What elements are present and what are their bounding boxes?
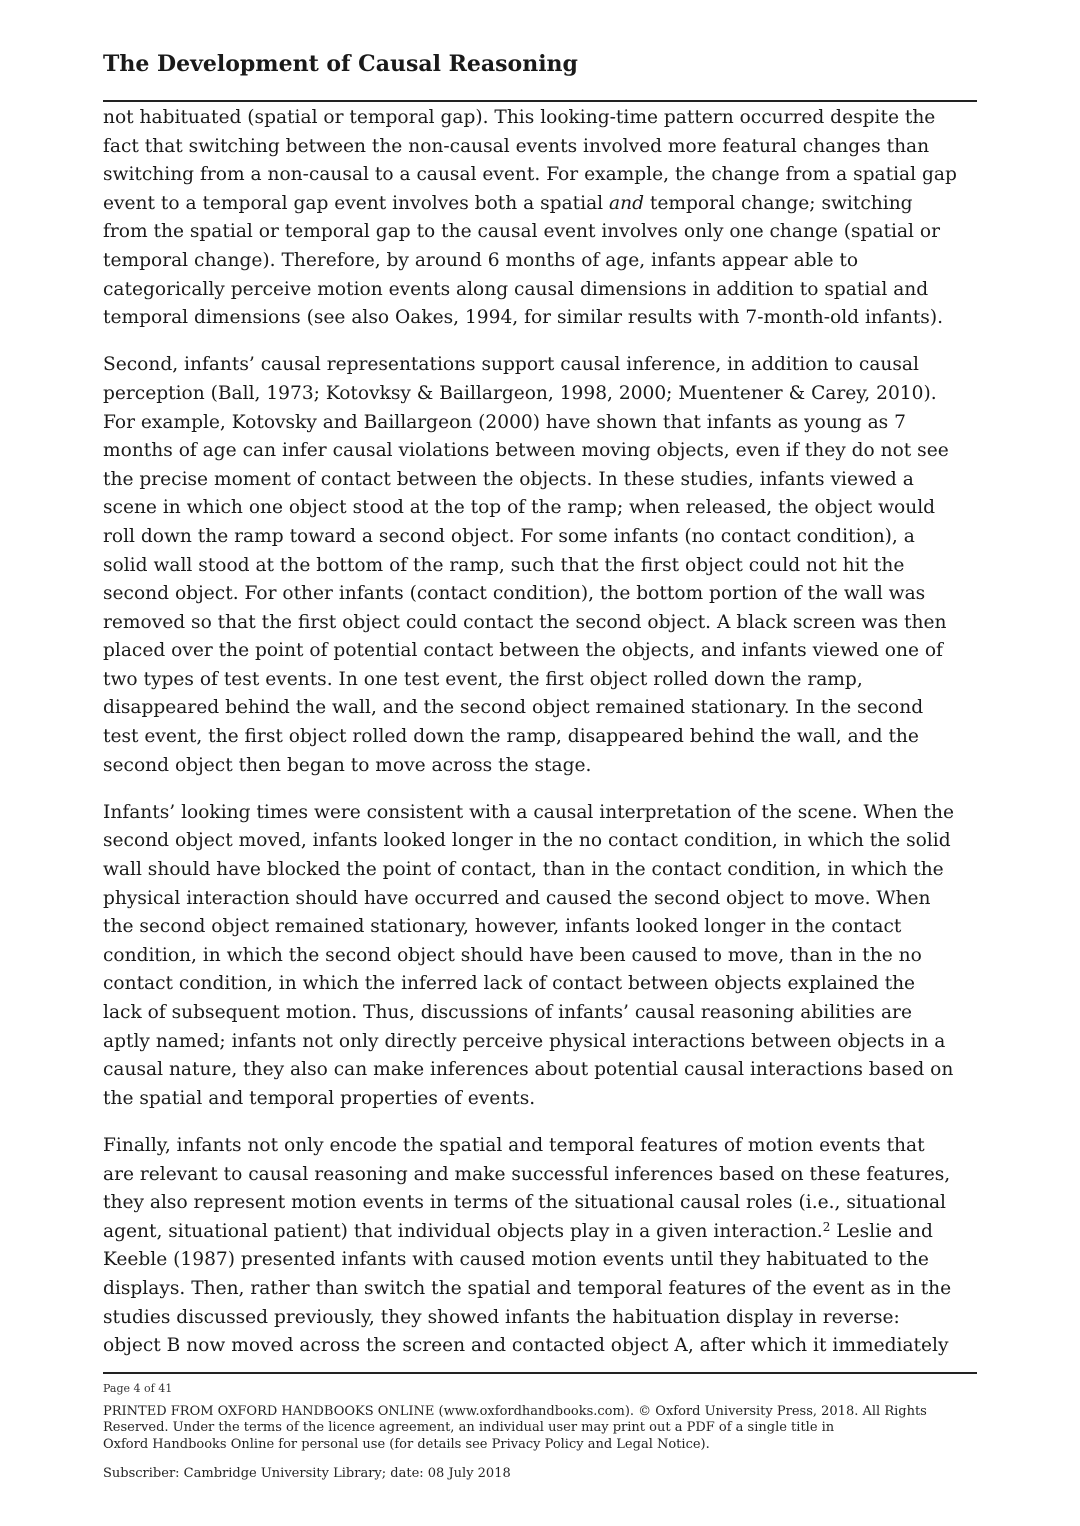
copyright-notice bbox=[103, 1404, 983, 1453]
paragraph-1 bbox=[103, 104, 983, 333]
text-line: the spatial and temporal properties of events. bbox=[103, 1087, 536, 1109]
notice-line: Oxford Handbooks Online for personal use (for details see Privacy Policy and Legal Notice). bbox=[103, 1436, 710, 1452]
emphasis-and: and bbox=[609, 192, 644, 214]
footer-divider bbox=[103, 1372, 977, 1374]
text-line: second object moved, infants looked longer in the no contact condition, in which the solid bbox=[103, 830, 951, 852]
text-line: perception (Ball, 1973; Kotovksy & Baillargeon, 1998, 2000; Muentener & Carey, 2010). bbox=[103, 382, 937, 404]
page-title: The Development of Causal Reasoning bbox=[103, 51, 578, 77]
text-line: placed over the point of potential contact between the objects, and infants viewed one of bbox=[103, 640, 943, 662]
text-line: temporal change). Therefore, by around 6 months of age, infants appear able to bbox=[103, 249, 859, 271]
text-line: are relevant to causal reasoning and make successful inferences based on these features, bbox=[103, 1163, 951, 1185]
text-line: switching from a non-causal to a causal event. For example, the change from a spatial gap bbox=[103, 164, 957, 186]
text-line: causal nature, they also can make inferences about potential causal interactions based on bbox=[103, 1059, 954, 1081]
text-line: second object then began to move across the stage. bbox=[103, 754, 592, 776]
text-line: second object. For other infants (contact condition), the bottom portion of the wall was bbox=[103, 583, 926, 605]
text-line: disappeared behind the wall, and the second object remained stationary. In the second bbox=[103, 697, 924, 719]
text-line: categorically perceive motion events along causal dimensions in addition to spatial and bbox=[103, 278, 929, 300]
text-line: Second, infants’ causal representations support causal inference, in addition to causal bbox=[103, 354, 919, 376]
page-number: Page 4 of 41 bbox=[103, 1382, 173, 1395]
text-line: not habituated (spatial or temporal gap). This looking-time pattern occurred despite the bbox=[103, 107, 936, 128]
paragraph-2 bbox=[103, 351, 983, 780]
text-line: months of age can infer causal violations between moving objects, even if they do not see bbox=[103, 440, 949, 462]
text-line: test event, the first object rolled down the ramp, disappeared behind the wall, and the bbox=[103, 726, 919, 748]
text-line: Keeble (1987) presented infants with caused motion events until they habituated to the bbox=[103, 1249, 929, 1271]
text-line: lack of subsequent motion. Thus, discussions of infants’ causal reasoning abilities are bbox=[103, 1002, 912, 1023]
notice-line: PRINTED FROM OXFORD HANDBOOKS ONLINE (www.oxfordhandbooks.com). © Oxford University Press, 2018. All Rights bbox=[103, 1404, 927, 1419]
text-line: physical interaction should have occurred and caused the second object to move. When bbox=[103, 887, 931, 909]
text-line: the second object remained stationary, however, infants looked longer in the contact bbox=[103, 916, 902, 938]
text-line: Infants’ looking times were consistent with a causal interpretation of the scene. When the bbox=[103, 801, 954, 823]
text-line: Leslie and bbox=[830, 1220, 933, 1242]
text-line: the precise moment of contact between the objects. In these studies, infants viewed a bbox=[103, 468, 914, 490]
text-line: aptly named; infants not only directly perceive physical interactions between objects in a bbox=[103, 1030, 946, 1052]
text-line: Finally, infants not only encode the spatial and temporal features of motion events that bbox=[103, 1134, 925, 1156]
text-line: removed so that the first object could contact the second object. A black screen was then bbox=[103, 611, 947, 633]
article-body bbox=[103, 104, 983, 1379]
text-line: event to a temporal gap event involves both a spatial bbox=[103, 192, 610, 214]
notice-line: Reserved. Under the terms of the licence agreement, an individual user may print out a PDF of a single title in bbox=[103, 1420, 835, 1436]
text-line: roll down the ramp toward a second object. For some infants (no contact condition), a bbox=[103, 525, 915, 547]
text-line: scene in which one object stood at the top of the ramp; when released, the object would bbox=[103, 497, 936, 519]
header-divider bbox=[103, 100, 977, 102]
text-line: displays. Then, rather than switch the spatial and temporal features of the event as in the bbox=[103, 1277, 952, 1299]
text-line: solid wall stood at the bottom of the ramp, such that the first object could not hit the bbox=[103, 554, 905, 576]
text-line: For example, Kotovsky and Baillargeon (2000) have shown that infants as young as 7 bbox=[103, 411, 906, 433]
paragraph-3 bbox=[103, 799, 983, 1114]
text-line: condition, in which the second object should have been caused to move, than in the no bbox=[103, 944, 922, 966]
text-line: agent, situational patient) that individual objects play in a given interaction. bbox=[103, 1220, 823, 1242]
text-line: fact that switching between the non-causal events involved more featural changes than bbox=[103, 135, 930, 157]
text-line: two types of test events. In one test event, the first object rolled down the ramp, bbox=[103, 668, 863, 690]
footnote-ref-2[interactable]: 2 bbox=[822, 1219, 831, 1234]
text-line: from the spatial or temporal gap to the causal event involves only one change (spatial or bbox=[103, 221, 940, 243]
text-line: temporal change; switching bbox=[644, 192, 913, 214]
paragraph-4 bbox=[103, 1132, 983, 1361]
text-line: wall should have blocked the point of contact, than in the contact condition, in which the bbox=[103, 859, 944, 881]
text-line: temporal dimensions (see also Oakes, 1994, for similar results with 7-month-old infants). bbox=[103, 307, 944, 329]
subscriber-info: Subscriber: Cambridge University Library; date: 08 July 2018 bbox=[103, 1466, 511, 1481]
text-line: studies discussed previously, they showed infants the habituation display in reverse: bbox=[103, 1306, 900, 1328]
text-line: they also represent motion events in terms of the situational causal roles (i.e., situational bbox=[103, 1192, 946, 1214]
text-line: contact condition, in which the inferred lack of contact between objects explained the bbox=[103, 973, 916, 995]
text-line: object B now moved across the screen and contacted object A, after which it immediately bbox=[103, 1335, 949, 1357]
